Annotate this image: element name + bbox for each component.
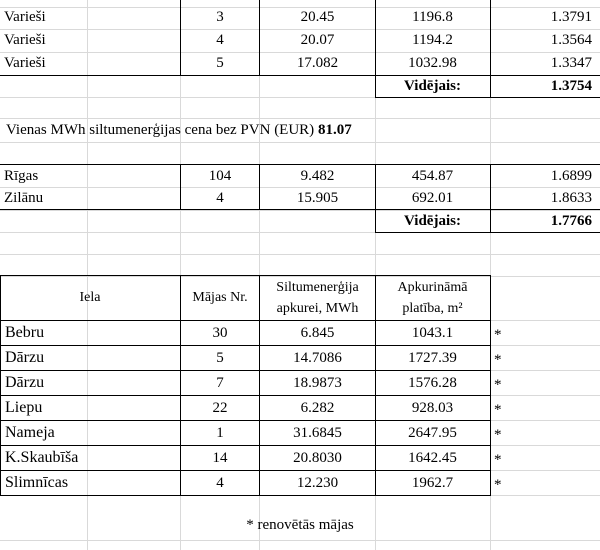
ratio-cell: 1.3791	[550, 9, 592, 25]
energy-cell: 6.282	[300, 400, 335, 416]
street-cell: Varieši	[4, 9, 46, 25]
average-label: Vidējais:	[404, 213, 461, 229]
header-area-line-2: platība, m²	[402, 301, 463, 316]
energy-cell: 17.082	[296, 55, 339, 71]
energy-cell: 20.45	[300, 9, 335, 25]
street-cell: Varieši	[4, 55, 46, 71]
area-cell: 1576.28	[408, 375, 457, 391]
header-energy-line-2: apkurei, MWh	[276, 301, 359, 316]
average-value: 1.7766	[550, 213, 592, 229]
renovated-mark: *	[494, 327, 502, 343]
energy-cell: 15.905	[296, 190, 339, 206]
renovated-mark: *	[494, 377, 502, 393]
house-number-cell: 7	[216, 375, 224, 391]
area-cell: 2647.95	[408, 425, 457, 441]
area-cell: 692.01	[411, 190, 454, 206]
street-cell: Varieši	[4, 32, 46, 48]
renovated-mark: *	[494, 352, 502, 368]
header-area-line-1: Apkurināmā	[397, 280, 468, 295]
house-number-cell: 4	[216, 190, 224, 206]
header-area	[375, 277, 490, 319]
house-number-cell: 22	[212, 400, 228, 416]
ratio-cell: 1.8633	[550, 190, 592, 206]
header-house-number: Mājas Nr.	[192, 290, 248, 305]
energy-cell: 31.6845	[293, 425, 342, 441]
street-cell: Nameja	[5, 424, 55, 441]
header-energy	[260, 277, 375, 319]
energy-cell: 20.8030	[293, 450, 342, 466]
area-cell: 454.87	[411, 168, 454, 184]
price-line	[6, 120, 352, 140]
house-number-cell: 3	[216, 9, 224, 25]
area-cell: 1962.7	[411, 475, 454, 491]
street-cell: K.Skaubīša	[5, 449, 79, 466]
house-number-cell: 30	[212, 325, 228, 341]
header-energy-line-1: Siltumenerģija	[276, 280, 359, 295]
ratio-cell: 1.3347	[550, 55, 592, 71]
area-cell: 1043.1	[411, 325, 454, 341]
house-number-cell: 104	[208, 168, 232, 184]
ratio-cell: 1.3564	[550, 32, 592, 48]
area-cell: 1032.98	[408, 55, 457, 71]
street-cell: Zilānu	[4, 190, 44, 206]
area-cell: 1196.8	[412, 9, 453, 25]
street-cell: Bebru	[5, 324, 45, 341]
price-text: Vienas MWh siltumenerģijas cena bez PVN (EUR)	[6, 122, 315, 138]
house-number-cell: 14	[212, 450, 228, 466]
renovated-mark: *	[494, 402, 502, 418]
house-number-cell: 5	[216, 350, 224, 366]
energy-cell: 20.07	[300, 32, 335, 48]
ratio-cell: 1.6899	[550, 168, 592, 184]
street-cell: Dārzu	[5, 349, 45, 366]
average-label: Vidējais:	[404, 78, 461, 94]
area-cell: 1642.45	[408, 450, 457, 466]
energy-cell: 14.7086	[293, 350, 342, 366]
energy-cell: 12.230	[296, 475, 339, 491]
renovated-mark: *	[494, 452, 502, 468]
average-value: 1.3754	[550, 78, 592, 94]
footnote: * renovētās mājas	[246, 517, 354, 533]
price-value: 81.07	[317, 122, 352, 138]
renovated-mark: *	[494, 427, 502, 443]
area-cell: 928.03	[411, 400, 454, 416]
house-number-cell: 4	[216, 475, 224, 491]
energy-cell: 6.845	[300, 325, 335, 341]
header-street: Iela	[79, 290, 101, 305]
street-cell: Rīgas	[4, 168, 39, 184]
area-cell: 1194.2	[412, 32, 453, 48]
house-number-cell: 5	[216, 55, 224, 71]
street-cell: Dārzu	[5, 374, 45, 391]
street-cell: Slimnīcas	[5, 474, 69, 491]
street-cell: Liepu	[5, 399, 43, 416]
house-number-cell: 1	[216, 425, 224, 441]
energy-cell: 9.482	[300, 168, 335, 184]
house-number-cell: 4	[216, 32, 224, 48]
area-cell: 1727.39	[408, 350, 457, 366]
renovated-mark: *	[494, 477, 502, 493]
energy-cell: 18.9873	[293, 375, 342, 391]
